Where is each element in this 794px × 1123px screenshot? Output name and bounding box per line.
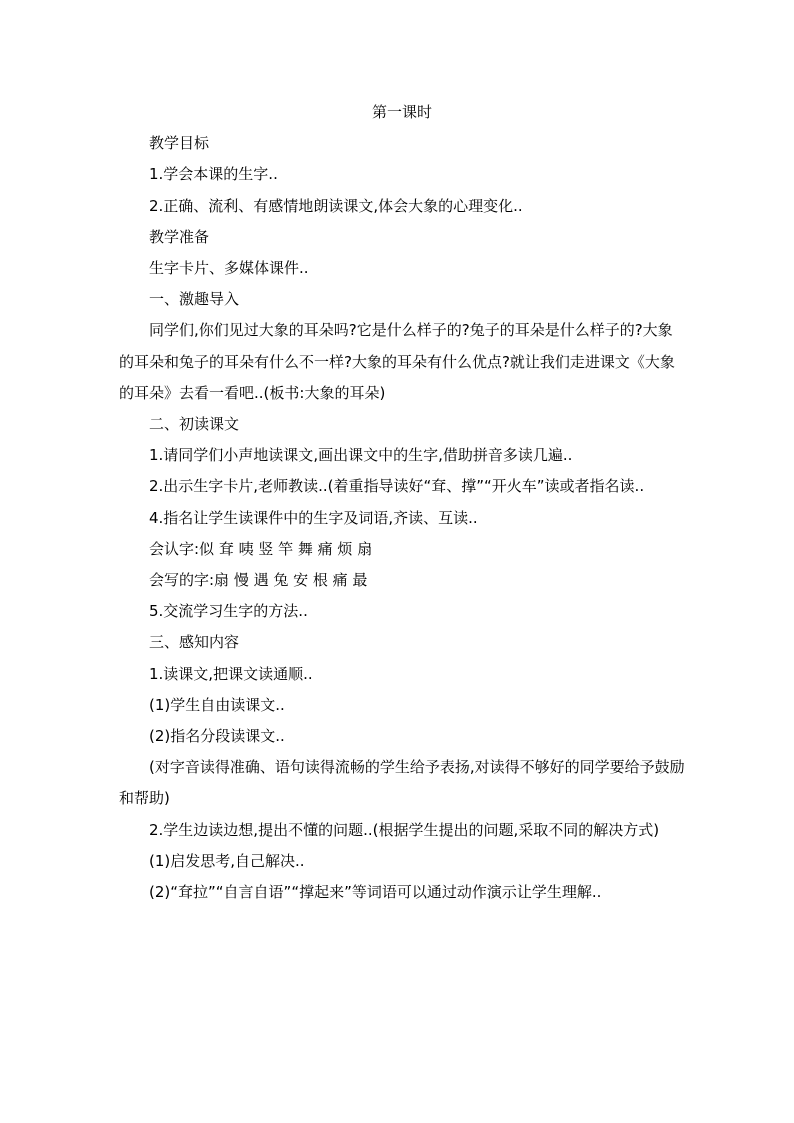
page-title: 第一课时 [371,103,432,121]
praise-note-paragraph: (对字音读得准确、语句读得流畅的学生给予表扬,对读得不够好的同学要给予鼓励和帮助) [119,758,685,808]
perceive-substep-2: (2)指名分段读课文.. [149,727,285,746]
perceive-step-2-paragraph: 2.学生边读边想,提出不懂的问题..(根据学生提出的问题,采取不同的解决方式) [149,820,660,839]
introduction-paragraph: 同学们,你们见过大象的耳朵吗?它是什么样子的?兔子的耳朵是什么样子的?大象的耳朵和兔子的耳朵有什么不一样?大象的耳朵有什么优点?就让我们走进课文《大象的耳朵》去看一看吧..(板书:大象的耳朵) [119,321,675,402]
reading-step-5: 5.交流学习生字的方法.. [149,602,308,621]
reading-step-4: 4.指名让学生读课件中的生字及词语,齐读、互读.. [149,508,478,527]
perceive-substep-1: (1)学生自由读课文.. [149,695,285,714]
solve-substep-1: (1)启发思考,自己解决.. [149,851,305,870]
section-heading-introduction: 一、激趣导入 [149,290,240,309]
recognize-characters: 会认字:似 耷 咦 竖 竿 舞 痛 烦 扇 [149,539,373,558]
write-characters: 会写的字:扇 慢 遇 兔 安 根 痛 最 [149,571,368,590]
solve-substep-2: (2)“耷拉”“自言自语”“撑起来”等词语可以通过动作演示让学生理解.. [149,883,602,902]
goal-item-1: 1.学会本课的生字.. [149,165,278,184]
section-heading-first-reading: 二、初读课文 [149,415,240,434]
reading-step-1: 1.请同学们小声地读课文,画出课文中的生字,借助拼音多读几遍.. [149,446,573,465]
section-heading-preparation: 教学准备 [149,227,210,246]
section-heading-teaching-goals: 教学目标 [149,134,210,153]
goal-item-2: 2.正确、流利、有感情地朗读课文,体会大象的心理变化.. [149,196,523,215]
perceive-step-1: 1.读课文,把课文读通顺.. [149,664,313,683]
document-body [119,97,685,908]
preparation-text: 生字卡片、多媒体课件.. [149,259,309,278]
section-heading-perceive-content: 三、感知内容 [149,633,240,652]
reading-step-2-paragraph: 2.出示生字卡片,老师教读..(着重指导读好“耷、撑”“开火车”读或者指名读.. [149,477,645,496]
